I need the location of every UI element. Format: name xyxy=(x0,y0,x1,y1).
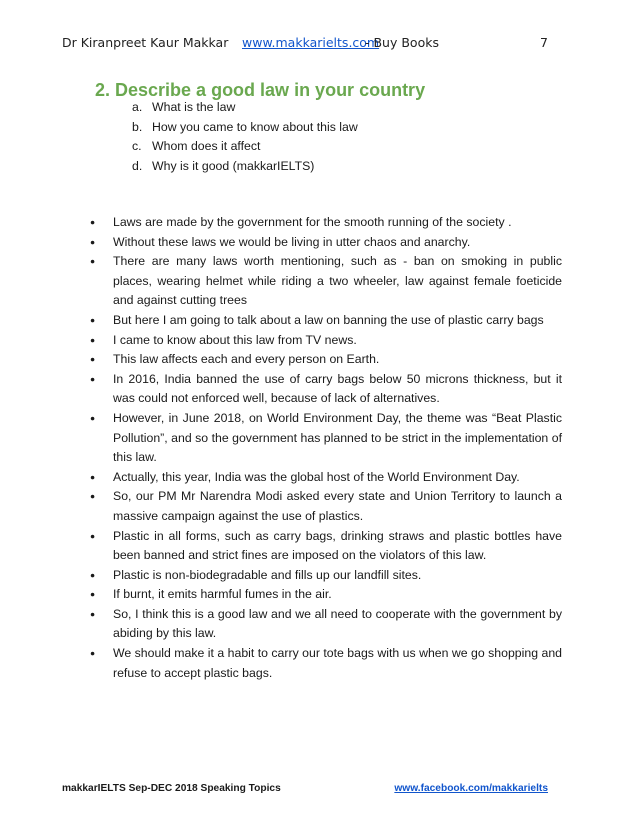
bullet-item: ● So, our PM Mr Narendra Modi asked every state and Union Territory to launch a massive campaign against the use of plastics. xyxy=(90,487,562,526)
topic-title: 2. Describe a good law in your country xyxy=(95,80,426,100)
page-footer xyxy=(62,783,548,797)
bullet-item: ● So, I think this is a good law and we all need to cooperate with the government by abiding by this law. xyxy=(90,605,562,644)
bullet-item: ● This law affects each and every person on Earth. xyxy=(90,350,562,370)
cue-point-letter: c. xyxy=(132,139,142,153)
cue-point-letter: d. xyxy=(132,158,143,173)
cue-point-text: What is the law xyxy=(152,100,236,114)
header-site-link[interactable]: www.makkarielts.com xyxy=(242,35,380,50)
cue-point-text: How you came to know about this law xyxy=(152,119,358,134)
bullet-item: ● Actually, this year, India was the global host of the World Environment Day. xyxy=(90,468,562,488)
cue-point-text: Why is it good (makkarIELTS) xyxy=(152,158,315,173)
cue-point-text: Whom does it affect xyxy=(152,139,261,153)
bullet-item: ● I came to know about this law from TV news. xyxy=(90,331,562,351)
footer-facebook-link[interactable]: www.facebook.com/makkarielts xyxy=(394,783,548,794)
cue-point xyxy=(132,137,358,157)
cue-point-letter: a. xyxy=(132,100,143,114)
cue-point xyxy=(132,98,358,118)
header-author: Dr Kiranpreet Kaur Makkar xyxy=(62,35,229,50)
cue-card-points xyxy=(132,98,358,176)
bullet-item: ● However, in June 2018, on World Environment Day, the theme was “Beat Plastic Pollution”, and so the government has planned to be strict in the implementation of this law. xyxy=(90,409,562,468)
footer-title: makkarIELTS Sep-DEC 2018 Speaking Topics xyxy=(62,783,281,794)
bullet-item: ● We should make it a habit to carry our tote bags with us when we go shopping and refuse to accept plastic bags. xyxy=(90,644,562,683)
page-header xyxy=(62,35,548,53)
header-buy-books: - Buy Books xyxy=(365,35,439,50)
answer-bullet-list xyxy=(90,213,562,683)
bullet-item: ● But here I am going to talk about a law on banning the use of plastic carry bags xyxy=(90,311,562,331)
cue-point-letter: b. xyxy=(132,119,143,134)
bullet-item: ● There are many laws worth mentioning, such as - ban on smoking in public places, wearing helmet while riding a two wheeler, law against female foeticide and against cutting trees xyxy=(90,252,562,311)
bullet-item: ● Plastic is non-biodegradable and fills up our landfill sites. xyxy=(90,566,562,586)
bullet-item: ● Without these laws we would be living in utter chaos and anarchy. xyxy=(90,233,562,253)
page-number: 7 xyxy=(540,35,548,50)
cue-point xyxy=(132,157,358,177)
cue-point xyxy=(132,118,358,138)
bullet-item: ● Plastic in all forms, such as carry bags, drinking straws and plastic bottles have been banned and strict fines are imposed on the violators of this law. xyxy=(90,527,562,566)
bullet-item: ● In 2016, India banned the use of carry bags below 50 microns thickness, but it was could not enforced well, because of lack of alternatives. xyxy=(90,370,562,409)
bullet-item: ● If burnt, it emits harmful fumes in the air. xyxy=(90,585,562,605)
bullet-item: ● Laws are made by the government for the smooth running of the society . xyxy=(90,213,562,233)
